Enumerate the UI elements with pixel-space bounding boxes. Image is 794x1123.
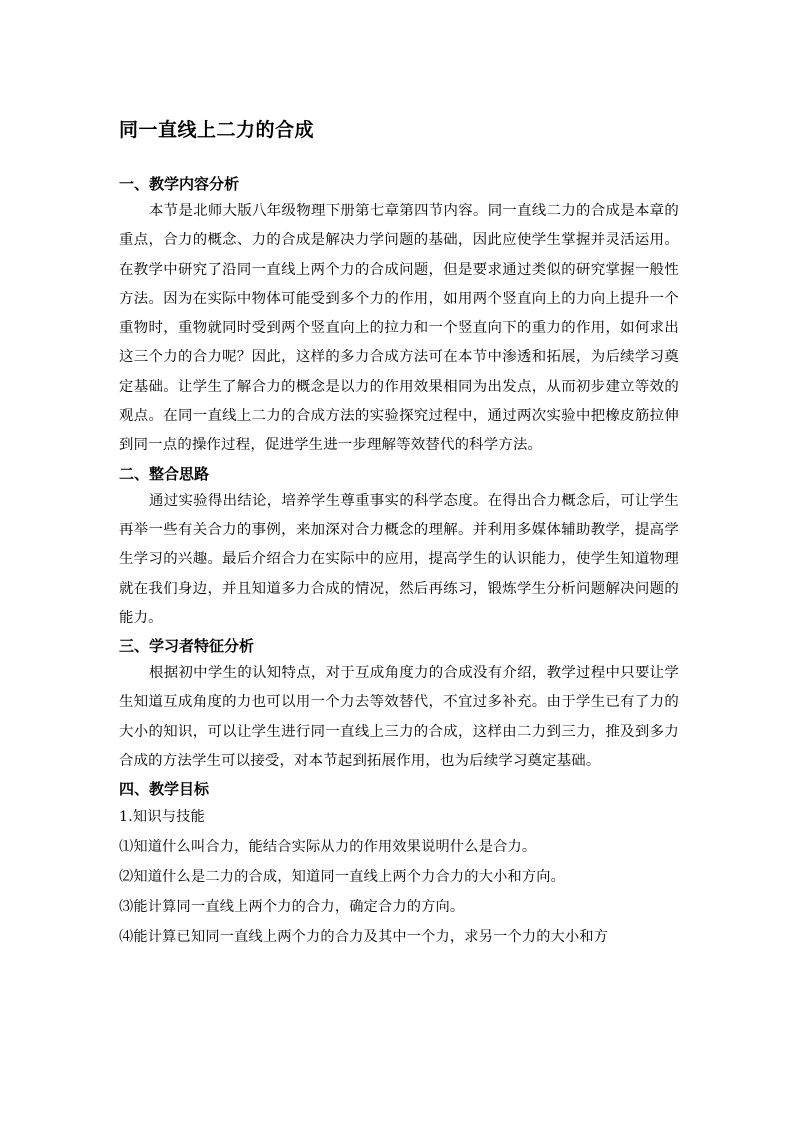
- objective-item: ⑶能计算同一直线上两个力的合力，确定合力的方向。: [119, 899, 465, 916]
- objective-item: ⑵知道什么是二力的合成，知道同一直线上两个力合力的大小和方向。: [119, 869, 566, 886]
- section-paragraph: 通过实验得出结论，培养学生尊重事实的科学态度。在得出合力概念后，可让学生再举一些有关合力的事例，来加深对合力概念的理解。并利用多媒体辅助教学，提高学生学习的兴趣。最后介绍合力在实际中的应用，提高学生的认识能力，使学生知道物理就在我们身边，并且知道多力合成的情况，然后再练习，锻炼学生分析问题解决问题的能力。: [119, 492, 679, 626]
- section-integration-approach: [119, 461, 679, 633]
- section-heading: 一、教学内容分析: [119, 175, 240, 193]
- section-learner-analysis: [119, 633, 679, 776]
- document-content: [119, 115, 679, 952]
- section-heading: 二、整合思路: [119, 464, 210, 483]
- objective-item: ⑷能计算已知同一直线上两个力的合力及其中一个力，求另一个力的大小和方: [119, 929, 609, 946]
- section-heading: 三、学习者特征分析: [119, 637, 255, 656]
- section-teaching-objectives: [119, 776, 679, 952]
- section-paragraph: 根据初中学生的认知特点，对于互成角度力的合成没有介绍，教学过程中只要让学生知道互成角度的力也可以用一个力去等效替代，不宜过多补充。由于学生已有了力的大小的知识，可以让学生进行同一直线上三力的合成，这样由二力到三力，推及到多力合成的方法学生可以接受，对本节起到拓展作用，也为后续学习奠定基础。: [119, 665, 679, 770]
- objective-subheading: 1.知识与技能: [119, 809, 205, 826]
- objective-item: ⑴知道什么叫合力，能结合实际从力的作用效果说明什么是合力。: [119, 839, 537, 856]
- section-teaching-content-analysis: [119, 171, 679, 461]
- document-title: 同一直线上二力的合成: [119, 119, 315, 141]
- section-heading: 四、教学目标: [119, 780, 210, 799]
- section-paragraph: 本节是北师大版八年级物理下册第七章第四节内容。同一直线二力的合成是本章的重点，合力的概念、力的合成是解决力学问题的基础，因此应使学生掌握并灵活运用。在教学中研究了沿同一直线上两个力的合成问题，但是要求通过类似的研究掌握一般性方法。因为在实际中物体可能受到多个力的作用，如用两个竖直向上的力向上提升一个重物时，重物就同时受到两个竖直向上的拉力和一个竖直向下的重力的作用，如何求出这三个力的合力呢？因此，这样的多力合成方法可在本节中渗透和拓展，为后续学习奠定基础。让学生了解合力的概念是以力的作用效果相同为出发点，从而初步建立等效的观点。在同一直线上二力的合成方法的实验探究过程中，通过两次实验中把橡皮筋拉伸到同一点的操作过程，促进学生进一步理解等效替代的科学方法。: [119, 203, 679, 454]
